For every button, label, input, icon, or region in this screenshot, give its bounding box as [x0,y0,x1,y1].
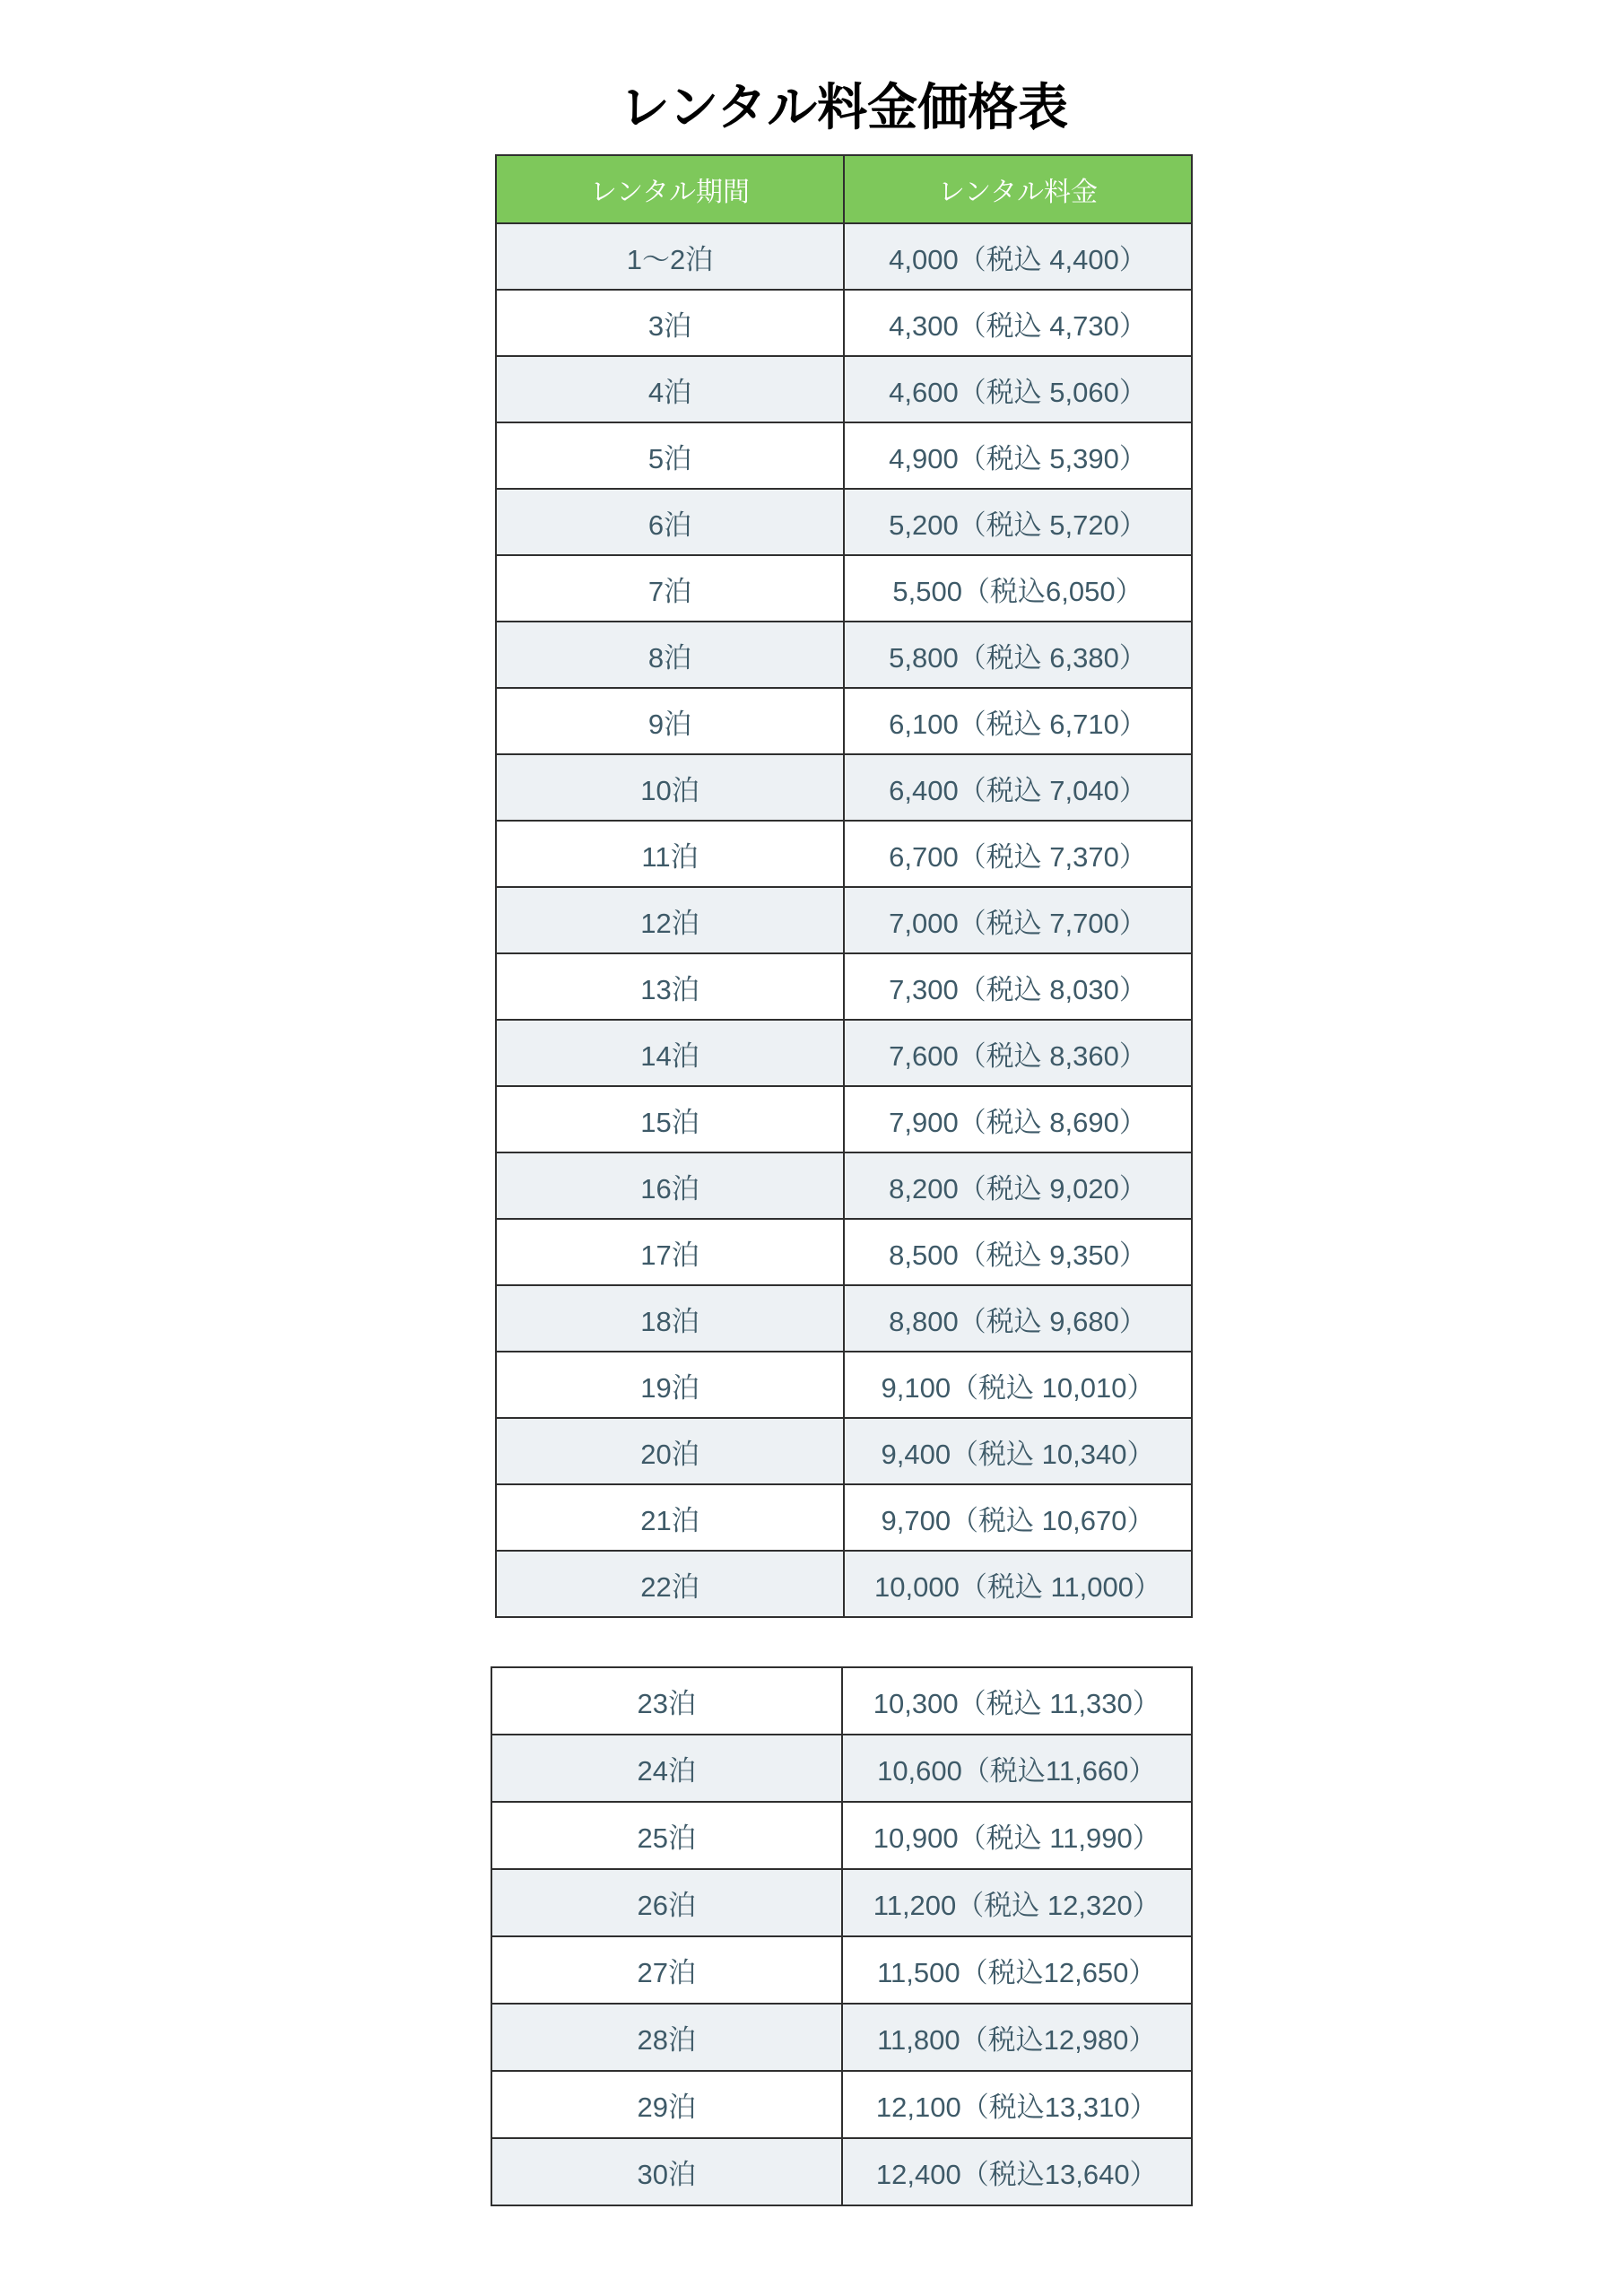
price-cell: 7,600（税込 8,360） [844,1020,1192,1086]
table-row [496,1352,1192,1418]
period-cell: 20泊 [496,1418,844,1484]
period-cell: 1～2泊 [496,223,844,290]
period-cell: 10泊 [496,754,844,821]
period-cell: 9泊 [496,688,844,754]
table-row [491,1802,1192,1869]
page-title: レンタル料金価格表 [619,78,1069,135]
period-cell: 13泊 [496,953,844,1020]
price-cell: 10,300（税込 11,330） [842,1667,1193,1735]
table-row [496,1020,1192,1086]
table-row [496,1086,1192,1152]
price-cell: 10,000（税込 11,000） [844,1551,1192,1617]
period-cell: 23泊 [491,1667,842,1735]
table-row [491,2071,1192,2138]
price-cell: 8,800（税込 9,680） [844,1285,1192,1352]
table-row [496,1285,1192,1352]
price-cell: 4,900（税込 5,390） [844,422,1192,489]
table-row [496,422,1192,489]
period-cell: 25泊 [491,1802,842,1869]
table-row [496,953,1192,1020]
price-cell: 11,500（税込12,650） [842,1936,1193,2004]
period-cell: 15泊 [496,1086,844,1152]
header-cell-price: レンタル料金 [844,155,1192,223]
period-cell: 6泊 [496,489,844,555]
price-table-upper [495,154,1193,1618]
price-table-lower-body [491,1667,1192,2205]
price-cell: 8,500（税込 9,350） [844,1219,1192,1285]
period-cell: 27泊 [491,1936,842,2004]
period-cell: 19泊 [496,1352,844,1418]
period-cell: 28泊 [491,2004,842,2071]
table-row [491,1735,1192,1802]
price-table-lower [491,1666,1193,2206]
period-cell: 17泊 [496,1219,844,1285]
price-cell: 4,000（税込 4,400） [844,223,1192,290]
table-row [491,2138,1192,2205]
price-cell: 11,200（税込 12,320） [842,1869,1193,1936]
table-row [496,290,1192,356]
table-row [496,754,1192,821]
period-cell: 14泊 [496,1020,844,1086]
table-row [496,1484,1192,1551]
period-cell: 11泊 [496,821,844,887]
price-cell: 8,200（税込 9,020） [844,1152,1192,1219]
price-cell: 7,300（税込 8,030） [844,953,1192,1020]
table-row [491,2004,1192,2071]
price-cell: 9,400（税込 10,340） [844,1418,1192,1484]
price-cell: 4,300（税込 4,730） [844,290,1192,356]
table-row [491,1869,1192,1936]
price-cell: 7,900（税込 8,690） [844,1086,1192,1152]
period-cell: 5泊 [496,422,844,489]
price-cell: 5,500（税込6,050） [844,555,1192,622]
period-cell: 7泊 [496,555,844,622]
period-cell: 18泊 [496,1285,844,1352]
header-cell-period: レンタル期間 [496,155,844,223]
price-cell: 12,400（税込13,640） [842,2138,1193,2205]
period-cell: 26泊 [491,1869,842,1936]
price-cell: 6,400（税込 7,040） [844,754,1192,821]
table-row [491,1667,1192,1735]
table-row [496,1219,1192,1285]
table-row [496,622,1192,688]
price-cell: 5,800（税込 6,380） [844,622,1192,688]
price-cell: 7,000（税込 7,700） [844,887,1192,953]
table-row [496,1551,1192,1617]
period-cell: 8泊 [496,622,844,688]
table-row [496,489,1192,555]
period-cell: 21泊 [496,1484,844,1551]
period-cell: 30泊 [491,2138,842,2205]
price-cell: 9,700（税込 10,670） [844,1484,1192,1551]
table-row [496,1152,1192,1219]
table-row [496,1418,1192,1484]
period-cell: 4泊 [496,356,844,422]
header-row [496,155,1192,223]
table-row [496,356,1192,422]
price-cell: 4,600（税込 5,060） [844,356,1192,422]
price-cell: 6,700（税込 7,370） [844,821,1192,887]
table-row [496,821,1192,887]
table-row [496,688,1192,754]
price-cell: 6,100（税込 6,710） [844,688,1192,754]
price-cell: 12,100（税込13,310） [842,2071,1193,2138]
table-row [496,223,1192,290]
price-cell: 5,200（税込 5,720） [844,489,1192,555]
table-row [496,555,1192,622]
period-cell: 22泊 [496,1551,844,1617]
period-cell: 16泊 [496,1152,844,1219]
price-cell: 10,900（税込 11,990） [842,1802,1193,1869]
price-cell: 10,600（税込11,660） [842,1735,1193,1802]
price-cell: 11,800（税込12,980） [842,2004,1193,2071]
price-cell: 9,100（税込 10,010） [844,1352,1192,1418]
period-cell: 3泊 [496,290,844,356]
period-cell: 29泊 [491,2071,842,2138]
period-cell: 24泊 [491,1735,842,1802]
table-row [491,1936,1192,2004]
table-row [496,887,1192,953]
period-cell: 12泊 [496,887,844,953]
price-table-upper-body [496,223,1192,1617]
price-table-header [496,155,1192,223]
